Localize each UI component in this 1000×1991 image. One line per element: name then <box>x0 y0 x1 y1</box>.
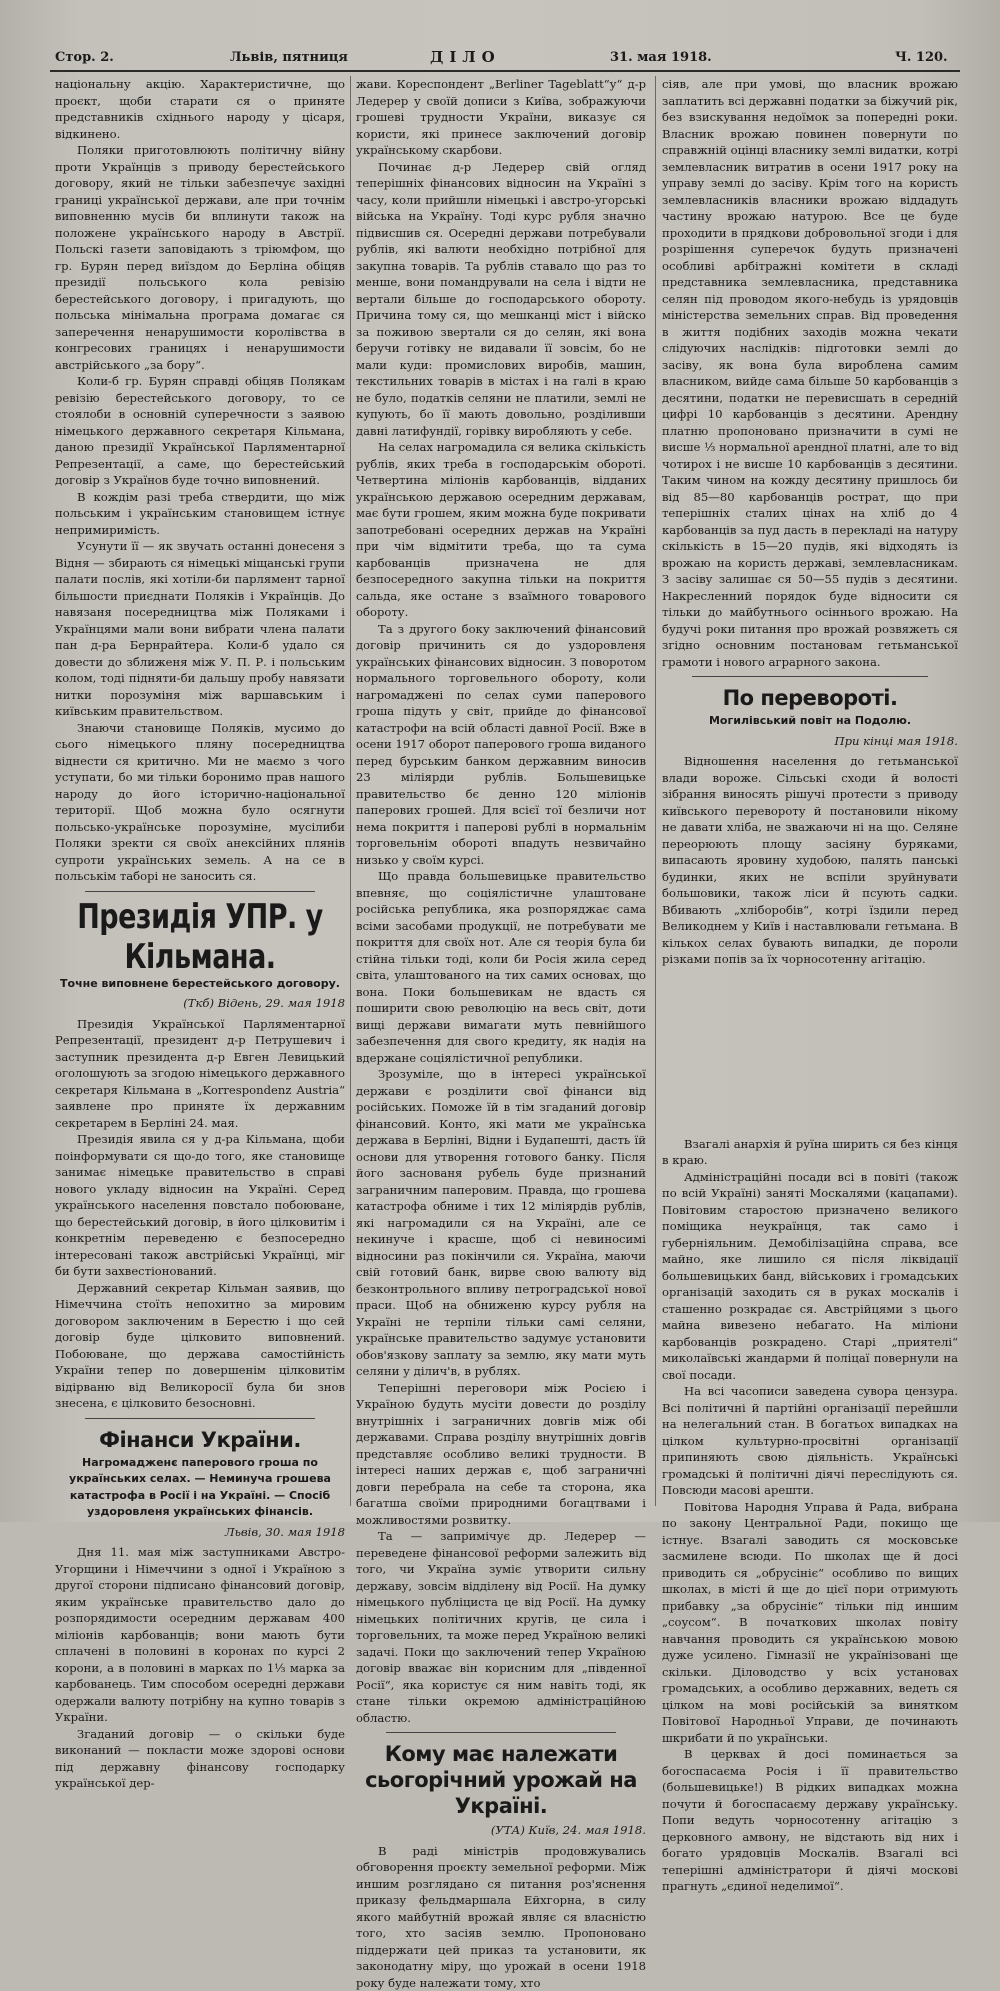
paragraph: В церквах й досі поминається за богоспасаєма Росія і її правительство (большевицьке!) В рідких випадках можна почути й богоспасаєму державу українську. Попи ведуть чорносотенну агітацію з церковного амвону, не відстають від них і богато урядовців Москалів. Взагалі всі теперішні адміністратори й діячі москові прагнуть „єдиної неделимої“. <box>662 1746 958 1895</box>
paragraph: Повітова Народня Управа й Рада, вибрана по закону Центральної Ради, покищо ще істнує. Взагалі заводить ся московське засмилене всюди. По школах ще й досі приводить ся „обрусініє“ особливо по вищих школах, в місті й ще до цієї пори отримують прибавку „за обрусініє“ тільки під иншим „соусом“. В початкових школах повіту навчання проводить ся українською мовою дуже усилено. Гімназії не українізовані ще скільки. Діловодство у всіх установах громадських, а особливо державних, ведеть ся цілком на мові російській за винятком Повітової Народньої Управи, де починають шкрибати й по українськи. <box>662 1499 958 1747</box>
paragraph: національну акцію. Характеристичне, що проєкт, щоби старати ся о приняте представників східнього народу у цісаря, відкинено. <box>55 76 345 142</box>
separator <box>85 1418 315 1419</box>
paragraph: Починає д-р Ледерер свій огляд теперішніх фінансових відносин на Україні з часу, коли прийшли німецькі і австро-угорські війська на Україну. Тоді курс рубля значно підвисшив ся. Осередні держави потребували рублів, які валюти необхідно потрібної для закупна товарів. Та рублів ставало що раз то менше, вони помандрували на села і відти не вертали більше до господарського обороту. Причина тому ся, що мешканці міст і війско за поживою звертали ся до селян, які вона беручи готівку не видавали її зовсім, бо не мали куди: промислових виробів, машин, текстильних товарів в містах і на галі в краю не було, податків селяни не платили, землі не купують, бо її мають довольно, розділивши давні латифундії, горівку виробляють у себе. <box>356 159 646 440</box>
paragraph: Та з другого боку заключений фінансовий договір причинить ся до уздоровленя українських фінансових відносин. З поворотом нормального торговельного обороту, коли нагромаджені по селах суми паперового гроша підуть у світ, прийде до фінансової катастрофи на всій області давної Росії. Вже в осени 1917 оборот паперового гроша виданого перед бурським банком державним виносив 23 міліярди рублів. Большевицьке правительство бє денно 120 міліонів паперових грошей. Для всієї тої безличи нот нема покриття і паперові рублі в нормальнім торговельнім обороті впадуть незвичайно низько у своїм курсі. <box>356 621 646 869</box>
column-1 <box>55 76 345 1516</box>
paragraph: Згаданий договір — о скільки буде виконаний — покласти може здорові основи під державну фінансову господарку української дер- <box>55 1726 345 1792</box>
paragraph: Та — запримічує др. Ледерер — переведене фінансової реформи залежить від того, чи Україна зуміє утворити сильну державу, зовсім відділену від Росії. На думку німецького публіциста це від Росії. На думку німецьких політичних кругів, це сила і торговельних, та може перед Україною великі задачі. Поки що заключений тепер Україною договір вважає він корисним для „південної Росії“, яка користує ся ним навіть тоді, як стане тільки окремою адміністраційною областю. <box>356 1528 646 1726</box>
paragraph: Усунути її — як звучать останні донесеня з Відня — збирають ся німецькі міщанські групи палати послів, які хотіли-би парлямент тарної більшости приєднати Поляків і Українців. До навязаня посередництва між Поляками і Українцями мали вони вибрати члена палати пан д-ра Бернрайтера. Коли-б удало ся довести до зближеня між У. П. Р. і польським колом, тоді підняти-би дальшу пробу навязати нитки порозуміня між варшавським і київським правительством. <box>55 538 345 720</box>
article-subheading: Нагромадженє паперового гроша по українських селах. — Неминуча грошева катастрофа в Росії і на Україні. — Спосіб уздоровленя українських фінансів. <box>55 1455 345 1521</box>
paragraph: На селах нагромадила ся велика скількість рублів, яких треба в господарськім обороті. Четвертина міліонів карбованців, відданих українською державою осередним державам, має бути грошем, яким можна буде покривати запотребовані осередних держав на Україні при чім відмітити треба, що та сума карбованців призначена не для безпосередного закупна тільки на покриття сальда, яке остане з взаїмного товарового обороту. <box>356 439 646 621</box>
article-dateline: Львів, 30. мая 1918 <box>55 1524 345 1541</box>
article-dateline: (УТА) Київ, 24. мая 1918. <box>356 1822 646 1839</box>
article-headline: Кому має належати сьогорічний урожай на Україні. <box>356 1741 646 1819</box>
paragraph: Що правда большевицьке правительство впевняє, що соціялістичне улаштоване російська република, яка розпоряджає сама всіми засобами продукції, не потребувати ме покриття для своїх нот. Але ся теорія була би стійна тільки тоді, коли би Росія жила серед світа, улаштованого на тих самих основах, що вона. Поки большевикам не вдасть ся поширити свою революцію на весь світ, доти вищі держави вимагати муть певнійшого забезпечення для свого кредиту, як надія на вдержане соціялістичної републики. <box>356 868 646 1066</box>
column-3 <box>662 76 958 1516</box>
paragraph: Зрозуміле, що в інтересі української держави є розділити свої фінанси від російських. Поможе їй в тім згаданий договір фінансовий. Конто, які мати ме українська держава в Берліні, Відни і Будапешті, дасть їй основи для утворення готового банку. Після його заснованя рубель буде признаний заграничним паперовим. Правда, що грошева катастрофа обниме і тих 12 міліярдів рублів, які нагромадили ся на Україні, але се некинуче і красше, щоб сі невиносимі відносини раз покінчили ся. Україна, маючи свій готовий банк, вирве свою валюту від безконтрольного впливу петроградської нової праси. Щоб на обниженю курсу рубля на Україні не терпіли тільки самі селяни, українське правительство задумує установити обов'язкову заплату за землю, яку мати муть селяни у ділич'в, в рублях. <box>356 1066 646 1380</box>
issue-number: Ч. 120. <box>895 50 948 65</box>
paragraph: Президія явила ся у д-ра Кільмана, щоби поінформувати ся що-до того, яке становище занимає німецьке правительство в справі нового укладу відносин на Україні. Серед українського населення повстало побоюване, що берестейський договір, в його цілковитім і конкретнім переведеню є безпосередно інтересовані також австрійські Українці, міг би бути захвестіонований. <box>55 1131 345 1280</box>
article-subheading: Точне виповнене берестейського договору. <box>55 976 345 993</box>
column-2 <box>356 76 646 1516</box>
article-headline: По перевороті. <box>662 685 958 711</box>
separator <box>386 1732 616 1733</box>
masthead-rule <box>50 70 960 72</box>
paragraph: В раді міністрів продовжувались обговорення проєкту земельної реформи. Між иншим розглядано ся питання роз'яснення приказу фельдмаршала Ейхгорна, в силу якого майбутній врожай являє ся власністю того, хто засіяв землю. Пропоновано піддержати цей приказ та установити, як законодатну міру, що урожай в осени 1918 року буде належати тому, хто <box>356 1843 646 1991</box>
blank-censored-space <box>662 968 958 1136</box>
paragraph: Теперішні переговори між Росією і Україною будуть мусіти довести до розділу внутрішніх і заграничних довгів між обі державами. Справа розділу внутрішніх довгів представляє особливо великі трудности. В інтересі наших держав є, щоб заграничні довги перебрала на себе та сторона, яка багатша своїми природними богацтвами і можливостями розвитку. <box>356 1380 646 1529</box>
masthead <box>55 46 955 68</box>
article-dateline: (Ткб) Відень, 29. мая 1918 <box>55 995 345 1012</box>
paragraph: Адміністраційні посади всі в повіті (також по всій Україні) заняті Москалями (кацапами). Повітовим старостою призначено великого поміщика неукраїнця, так само і губерніяльним. Демобілізаційна справа, все майно, яке лишило ся після ліквідації большевицьких банд, військових і громадських організацій заходить ся в руках москалів і сташенно розкрадає ся. Австрійцями з цього майна вивезено небагато. На міліони карбованців розкрадено. Старі „приятелі“ миколаївські жандарми й поліцаї повернули на свої посади. <box>662 1169 958 1384</box>
article-dateline: При кінці мая 1918. <box>662 733 958 750</box>
article-headline: Фінанси України. <box>55 1427 345 1453</box>
place-day: Львів, пятниця <box>230 50 348 65</box>
paragraph: Поляки приготовлюють політичну війну проти Українців з приводу берестейського договору, який не тільки забезпечує західні границі української держави, але при точнім виповненню мусів би вплинути також на положене українського народу в Австрії. Польскі газети заповідають з тріюмфом, що гр. Бурян перед виїздом до Берліна обіцяв президії польського кола ревізію берестейського договору, і пригадують, що польська мінімальна програма домагає ся заперечення ненарушимости королівства в конгресових границях і ненарушимости австрійського „за бору“. <box>55 142 345 373</box>
column-divider <box>655 76 656 1506</box>
paragraph: жави. Кореспондент „Berliner Tageblatt“у“ д-р Ледерер у своїй дописи з Київа, зображуючи грошеві трудности України, виказує ся користи, які принесе заключений договір українському скарбови. <box>356 76 646 159</box>
separator <box>85 891 315 892</box>
article-headline: Президія УПР. у Кільмана. <box>55 898 345 978</box>
paragraph: В кождім разі треба ствердити, що між польським і українським становищем істнує непримиримість. <box>55 489 345 539</box>
separator <box>692 676 928 677</box>
page-number: Стор. 2. <box>55 50 114 65</box>
article-subheading: Могилівський повіт на Подолю. <box>662 713 958 730</box>
newspaper-title: ДІЛО <box>430 48 501 66</box>
paragraph: сіяв, але при умові, що власник врожаю заплатить всі державні податки за біжучий рік, без взискування недоїмок за попередні роки. Власник врожаю повинен повернути по справжній оцінці власнику землі видатки, котрі землевласник витратив в осени 1917 року на управу землі до засіву. Крім того на користь землевласників власники врожаю віддадуть частину врожаю натурою. Все це буде проходити в прядкови добровольної згоди і для розрішення суперечок будуть призначені особливі арбітражні комітети в складі представника землевласника, представника селян під проводом якого-небудь із урядовців міністерства земельних справ. Від проведення в життя подібних заходів можна чекати слідуючих наслідків: підготовки землі до засіву, як вона була вироблена самим власником, вийде сама більше 50 карбованців з десятини, податки не перевисшать в середній цифрі 10 карбованців з десятини. Арендну платню пропоновано призначити в сумі не висше ⅓ нормальної арендної платні, але то від чотирох і не висше 10 карбованців з десятини. Таким чином на кожду десятину пришлось би від 85—80 карбованців рострат, що при теперішніх сталих цінах на хліб до 4 карбованців за пуд дасть в перекладі на натуру скількість в 15—20 пудів, які відходять із врожаю на користь державі, землевласникам. З засіву залишає ся 50—55 пудів з десятини. Накресленний порядок буде відносити ся тільки до майбутнього осіннього врожаю. На будучі роки питання про врожай розвяжеть ся згідно основним постановам гетьманської грамоти і нового аграрного закона. <box>662 76 958 670</box>
issue-date: 31. мая 1918. <box>610 50 712 65</box>
column-divider <box>350 76 351 1506</box>
paragraph: Дня 11. мая між заступниками Австро-Угорщини і Німеччини з одної і Україною з другої сторони підписано фінансовий договір, яким українське правительство дало до розпорядимости осередним державам 400 міліонів карбованців; вони мають бути сплачені в половині в коронах по курсі 2 корони, а в половині в марках по 1⅓ марка за карбованець. Тим способом осередні держави одержали валюту потрібну на купно товарів з України. <box>55 1544 345 1726</box>
paragraph: Державний секретар Кільман заявив, що Німеччина стоїть непохитно за мировим договором заключеним в Берестю і що сей договір буде цілковито виповнений. Побоюване, що держава самостійність України тепер по довершенім цілковитім відірваню від Великоросії була би знов знесена, є цілковито безосновні. <box>55 1280 345 1412</box>
paragraph: На всі часописи заведена сувора цензура. Всі політичні й партійні організації перейшли на нелегальний стан. В богатьох випадках на цілком культурно-просвітні організації припиняють свою діяльність. Українські громадські й політичні діячі переслідують ся. Повсюди масові арешти. <box>662 1383 958 1499</box>
paragraph: Коли-б гр. Бурян справді обіцяв Полякам ревізію берестейського договору, то се стоялоби в основній суперечности з заявою німецького державного секретаря Кільмана, даною президії Української Парляментарної Репрезентації, а саме, що берестейський договір з Українов буде точно виповнений. <box>55 373 345 489</box>
paragraph: Відношення населення до гетьманської влади вороже. Сільські сходи й волості зібрання виносять рішучі протести з приводу київського перевороту й постановили нікому не давати хліба, не зважаючи ні на що. Селяне переорюють площу засіяну буряками, випасають яровину худобою, палять панські будинки, яких не вспіли зруйнувати большовики, також ліси й псують садки. Вбивають „хліборобів“, котрі їздили перед Великоднем у Київ і наставлювали гетьмана. В кількох селах бувають випадки, де пороли різками попів за їх чорносотенну агітацію. <box>662 753 958 968</box>
paragraph: Взагалі анархія й руїна ширить ся без кінця в краю. <box>662 1136 958 1169</box>
paragraph: Президія Української Парляментарної Репрезентації, президент д-р Петрушевич і заступник президента д-р Евген Левицький оголошують за згодою німецького державного секретаря Кільмана в „Korrespondenz Austria“ заявлене про приняте їх державним секретарем в Берліні 24. мая. <box>55 1016 345 1132</box>
paragraph: Знаючи становище Поляків, мусимо до сього німецького пляну посередництва віднести ся критично. Ми не маємо з чого уступати, бо ми тільки боронимо прав нашого народу до його історично-національної території. Щоб можна було осягнути польсько-українське порозуміне, мусілиби Поляки зректи ся своїх анексійних плянів супроти українських земель. А на се в польськім таборі не заносить ся. <box>55 720 345 885</box>
